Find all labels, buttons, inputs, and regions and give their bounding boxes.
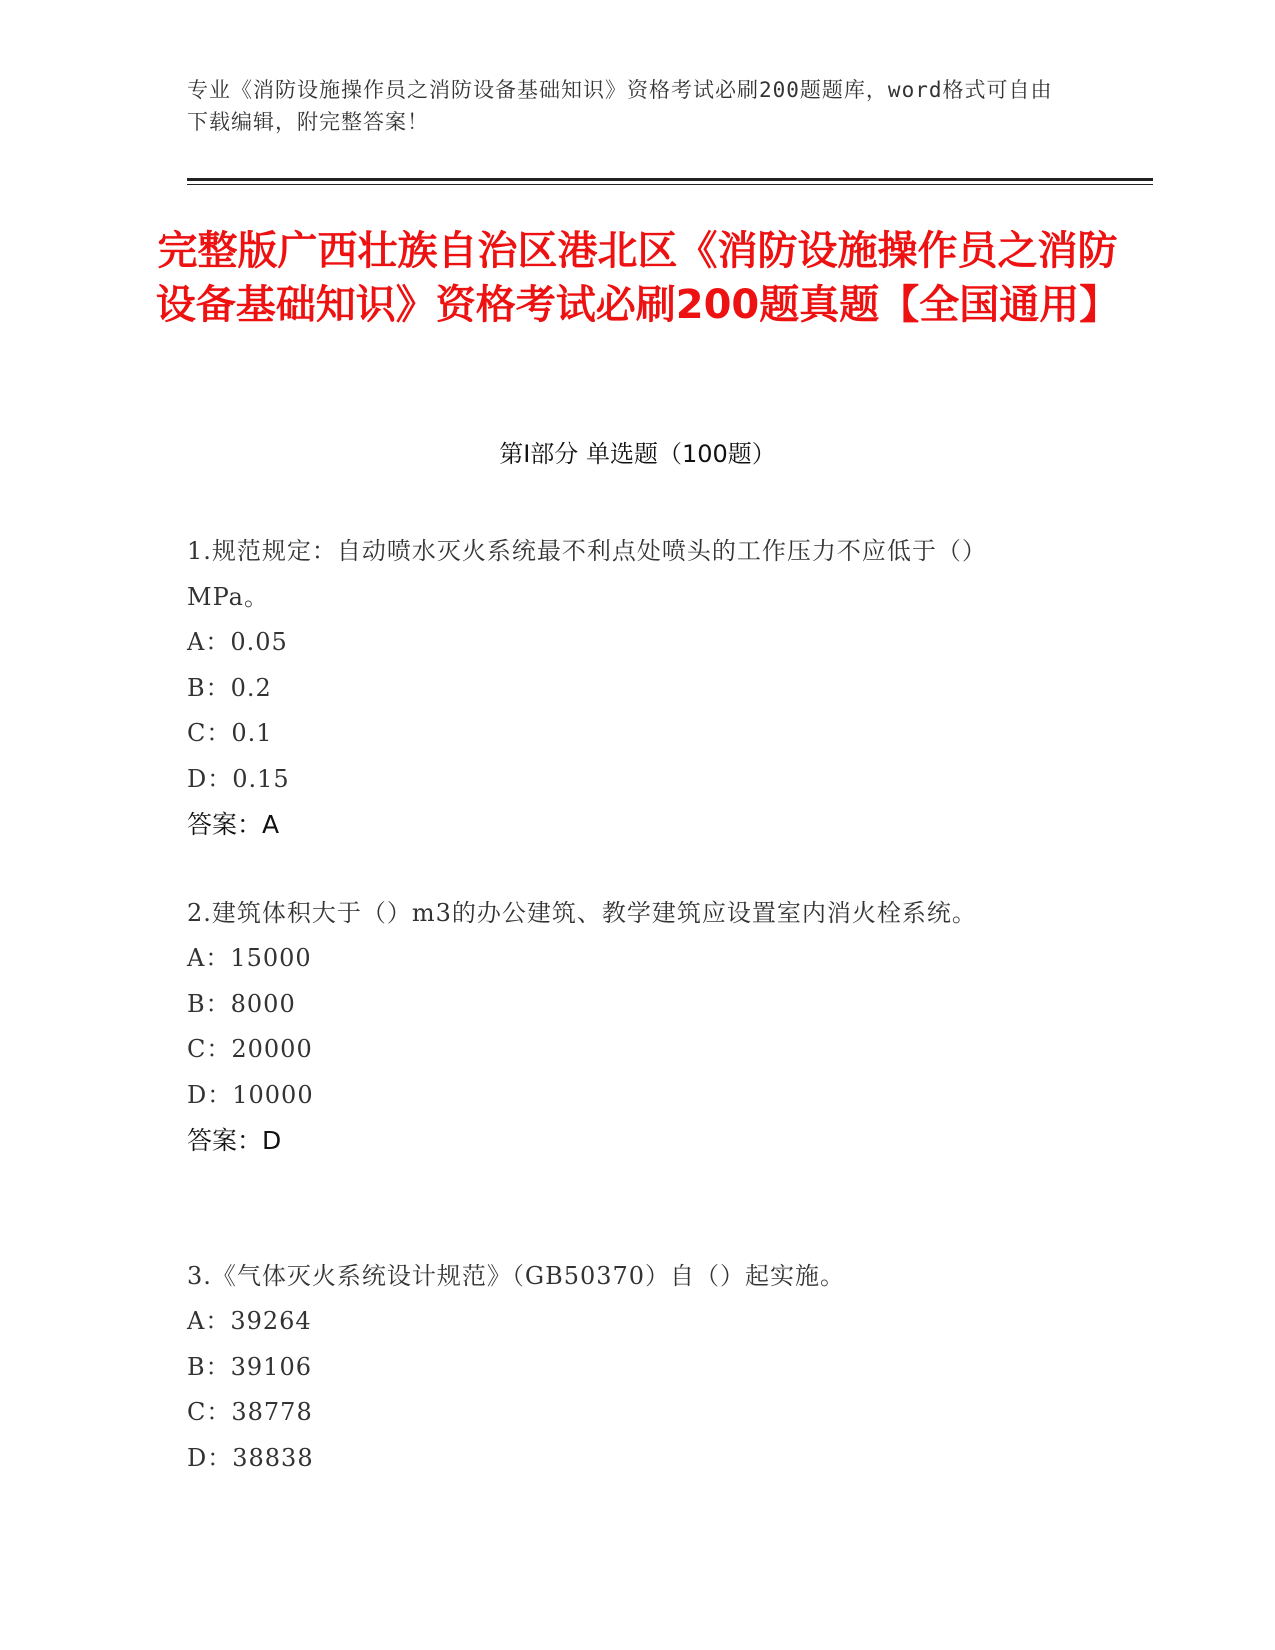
option-a: A：39264 bbox=[187, 1307, 312, 1335]
option-d: D：38838 bbox=[187, 1443, 314, 1472]
option-b: B：0.2 bbox=[187, 673, 272, 702]
option-a: A：15000 bbox=[187, 944, 312, 972]
question-text: 1.规范规定：自动喷水灭火系统最不利点处喷头的工作压力不应低于（）MPa。 bbox=[187, 537, 987, 611]
question-text: 3.《气体灭火系统设计规范》（GB50370）自（）起实施。 bbox=[187, 1262, 846, 1290]
header-divider-thick bbox=[187, 178, 1153, 181]
option-b: B：39106 bbox=[187, 1352, 312, 1381]
answer-line: 答案：D bbox=[187, 1126, 282, 1155]
option-d: D：10000 bbox=[187, 1080, 314, 1109]
question-item bbox=[187, 1253, 1067, 1481]
option-d: D：0.15 bbox=[187, 764, 290, 793]
question-item bbox=[187, 890, 1067, 1164]
header-divider-thin bbox=[187, 184, 1153, 185]
answer-line: 答案：A bbox=[187, 810, 280, 839]
header-note: 专业《消防设施操作员之消防设备基础知识》资格考试必刷200题题库，word格式可自由下载编辑，附完整答案！ bbox=[187, 78, 1053, 134]
option-c: C：20000 bbox=[187, 1035, 313, 1063]
option-a: A：0.05 bbox=[187, 628, 288, 656]
question-item bbox=[187, 528, 1067, 848]
option-c: C：0.1 bbox=[187, 719, 273, 747]
section-heading: 第Ⅰ部分 单选题（100题） bbox=[499, 440, 776, 468]
question-text: 2.建筑体积大于（）m3的办公建筑、教学建筑应设置室内消火栓系统。 bbox=[187, 899, 977, 927]
document-title: 完整版广西壮族自治区港北区《消防设施操作员之消防设备基础知识》资格考试必刷200题真题【全国通用】 bbox=[155, 228, 1120, 328]
option-b: B：8000 bbox=[187, 989, 296, 1018]
option-c: C：38778 bbox=[187, 1398, 313, 1426]
